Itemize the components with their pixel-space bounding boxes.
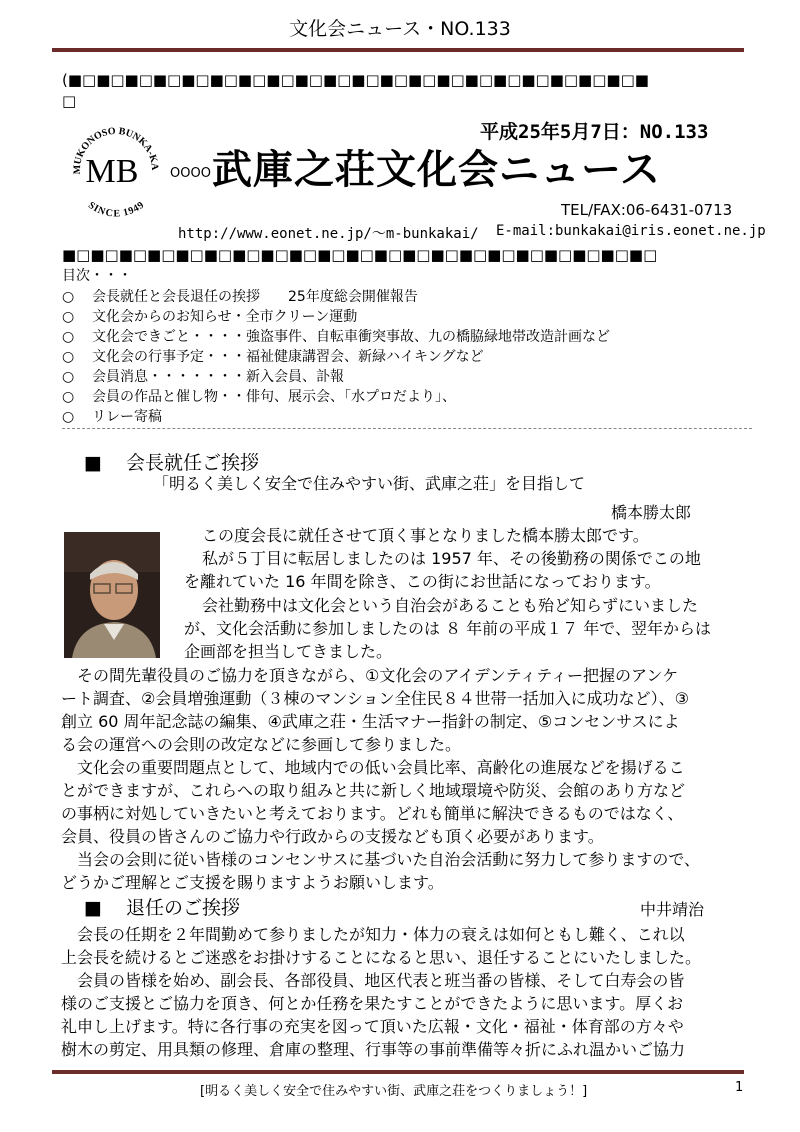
toc-item — [62, 366, 344, 386]
toc-item — [62, 326, 610, 346]
section2-line: 礼申し上げます。特に各行事の充実を図って頂いた広報・文化・福祉・体育部の方々や — [61, 1017, 684, 1036]
section2-line: 上会長を続けるとご迷惑をお掛けすることになると思い、退任することにいたしました。 — [61, 948, 702, 967]
section1-line: 当会の会則に従い皆様のコンセンサスに基づいた自治会活動に努力して参りますので、 — [77, 850, 701, 869]
toc-item — [62, 346, 484, 366]
email-address[interactable]: E-mail:bunkakai@iris.eonet.ne.jp — [496, 223, 766, 239]
section2-title: 退任のご挨拶 — [126, 897, 241, 919]
section2-line: 樹木の剪定、用具類の修理、倉庫の整理、行事等の事前準備等々折にふれ温かいご協力 — [61, 1040, 686, 1059]
toc-bullet: ○ — [62, 329, 75, 345]
section1-line: を離れていた 16 年間を除き、この街にお世話になっております。 — [184, 572, 661, 591]
section1-line: どうかご理解とご支援を賜りますようお願いします。 — [61, 873, 444, 892]
toc-bullet: ○ — [62, 309, 75, 325]
page-header-title: 文化会ニュース・NO.133 — [289, 18, 511, 40]
toc-item-label: 会長就任と会長退任の挨拶 25年度総会開催報告 — [92, 289, 418, 305]
pattern-line-1: (■□■□■□■□■□■□■□■□■□■□■□■□■□■□■□■□■□■□■□■□■ — [62, 71, 649, 89]
section1-line: 文化会の重要問題点として、地域内での低い会員比率、高齢化の進展などを揚げるこ — [77, 758, 685, 777]
toc-bullet: ○ — [62, 389, 75, 405]
section2-line: 様のご支援とご協力を頂き、何とか任務を果たすことができたように思います。厚くお — [61, 994, 684, 1013]
toc-item — [62, 386, 456, 406]
section2-heading — [84, 893, 240, 920]
toc-bullet: ○ — [62, 349, 75, 365]
section1-line: 会社勤務中は文化会という自治会があることも殆ど知らずにいました — [202, 596, 699, 615]
toc-item-label: 文化会できごと・・・・強盗事件、自転車衝突事故、九の橋脇緑地帯改造計画など — [92, 329, 610, 345]
section1-marker: ■ — [84, 452, 102, 474]
website-url[interactable]: http://www.eonet.ne.jp/～m-bunkakai/ — [178, 226, 479, 242]
masthead-title: 武庫之荘文化会ニュース — [212, 147, 661, 193]
toc-item — [62, 306, 357, 326]
section1-line: 私が５丁目に転居しましたのは 1957 年、その後勤務の関係でこの地 — [202, 549, 701, 568]
date-number: 平成25年5月7日：NO.133 — [480, 121, 709, 143]
portrait-photo — [64, 532, 160, 658]
logo-text-center: MB — [85, 153, 139, 190]
section1-subtitle: 「明るく美しく安全で住みやすい街、武庫之荘」を目指して — [153, 474, 586, 493]
pattern-line-2: □ — [62, 92, 77, 110]
toc-item-label: 会員消息・・・・・・・新入会員、訃報 — [92, 369, 344, 385]
section2-author: 中井靖治 — [640, 900, 705, 919]
page-number: 1 — [735, 1080, 744, 1095]
logo-text-bottom: SINCE 1949 — [85, 199, 147, 218]
toc-bullet: ○ — [62, 289, 75, 305]
section1-author: 橋本勝太郎 — [611, 503, 692, 522]
toc-bullet: ○ — [62, 369, 75, 385]
tel-fax: TEL/FAX:06-6431-0713 — [561, 201, 733, 219]
toc-item — [62, 286, 418, 306]
logo-ooo-mark: OOOO — [170, 166, 211, 181]
section1-title: 会長就任ご挨拶 — [126, 452, 260, 474]
svg-text:SINCE 1949 — [86, 200, 146, 218]
mb-logo — [66, 118, 166, 218]
bottom-rule — [52, 1070, 744, 1074]
toc-bullet: ○ — [62, 409, 75, 425]
toc-item-label: 会員の作品と催し物・・俳句、展示会、「水プロだより」、 — [92, 389, 456, 405]
logo-text-top: MUKONOSO BUNKA-KA — [71, 125, 161, 175]
section1-line: 会員、役員の皆さんのご協力や行政からの支援なども頂く必要があります。 — [61, 827, 604, 846]
section1-line: 創立 60 周年記念誌の編集、④武庫之荘・生活マナー指針の制定、⑤コンセンサスによ — [61, 712, 680, 731]
footer-slogan: [明るく美しく安全で住みやすい街、武庫之荘をつくりましょう！] — [200, 1084, 588, 1099]
section2-marker: ■ — [84, 897, 102, 919]
section1-line: る会の運営への会則の改定などに参画して参りました。 — [61, 735, 462, 754]
section1-line: ート調査、②会員増強運動（３棟のマンション全住民８４世帯一括加入に成功など）、③ — [61, 689, 689, 708]
pattern-line-3: ■□■□■□■□■□■□■□■□■□■□■□■□■□■□■□■□■□■□■□■□■□ — [62, 246, 658, 264]
section2-line: 会員の皆様を始め、副会長、各部役員、地区代表と班当番の皆様、そして白寿会の皆 — [77, 971, 685, 990]
toc-item — [62, 406, 162, 426]
toc-heading: 目次・・・ — [62, 268, 132, 284]
toc-item-label: 文化会の行事予定・・・福祉健康講習会、新緑ハイキングなど — [92, 349, 484, 365]
section1-line: その間先輩役員のご協力を頂きながら、①文化会のアイデンティティー把握のアンケ — [77, 666, 679, 685]
top-rule — [52, 48, 744, 52]
section1-line: の事柄に対処していきたいと考えております。どれも簡単に解決できるものではなく、 — [61, 804, 684, 823]
section2-line: 会長の任期を２年間勤めて参りましたが知力・体力の衰えは如何ともし難く、これ以 — [77, 925, 685, 944]
toc-item-label: 文化会からのお知らせ・全市クリーン運動 — [92, 309, 358, 325]
section1-line: とができますが、これらへの取り組みと共に新しく地域環境や防災、会館のあり方など — [61, 781, 686, 800]
toc-divider — [62, 428, 752, 429]
section1-line: この度会長に就任させて頂く事となりました橋本勝太郎です。 — [202, 526, 649, 545]
toc-item-label: リレー寄稿 — [92, 409, 162, 425]
section1-line: 企画部を担当してきました。 — [184, 642, 393, 661]
section1-line: が、文化会活動に参加しましたのは ８ 年前の平成１７ 年で、翌年からは — [184, 619, 711, 638]
